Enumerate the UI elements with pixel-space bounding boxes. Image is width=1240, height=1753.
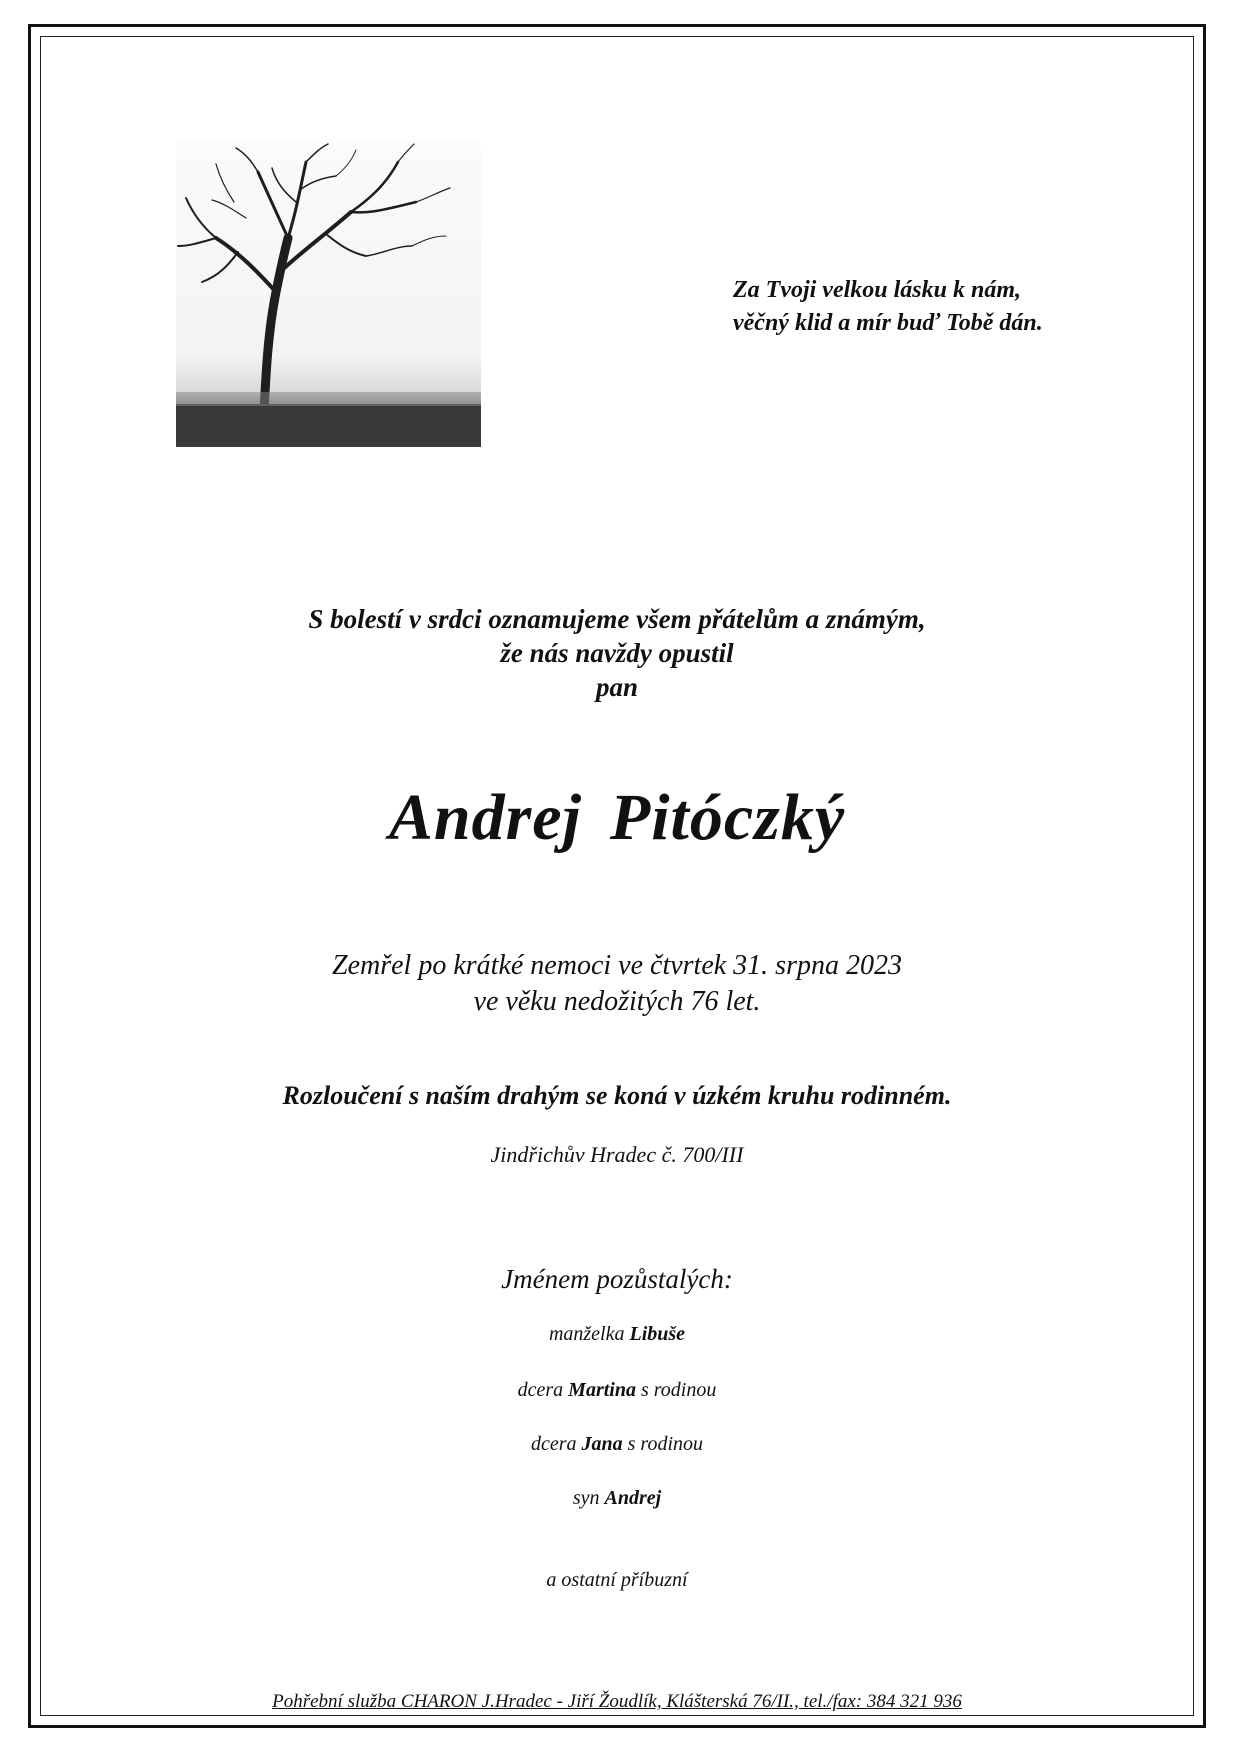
relative-suffix: s rodinou bbox=[640, 1379, 717, 1401]
relative-name: Libuše bbox=[629, 1323, 686, 1345]
relative-item bbox=[40, 1430, 1194, 1458]
relative-relation: dcera bbox=[517, 1379, 564, 1401]
motto bbox=[733, 274, 1043, 340]
intro-line-3: pan bbox=[595, 672, 639, 702]
intro-line-2: že nás navždy opustil bbox=[500, 638, 734, 668]
relative-name: Jana bbox=[581, 1433, 623, 1455]
motto-line-2: věčný klid a mír buď Tobě dán. bbox=[733, 310, 1043, 336]
last-name: Pitóczký bbox=[609, 781, 846, 854]
relative-item bbox=[40, 1320, 1194, 1348]
other-relatives: a ostatní příbuzní bbox=[546, 1569, 688, 1591]
deceased-name bbox=[40, 778, 1194, 858]
footer-funeral-service: Pohřební služba CHARON J.Hradec - Jiří Žoudlík, Klášterská 76/II., tel./fax: 384 321 936 bbox=[272, 1691, 962, 1712]
motto-line-1: Za Tvoji velkou lásku k nám, bbox=[733, 277, 1021, 303]
relative-item bbox=[40, 1484, 1194, 1512]
tree-icon bbox=[176, 142, 481, 447]
tree-photo bbox=[176, 142, 481, 447]
death-line-1: Zemřel po krátké nemoci ve čtvrtek 31. srpna 2023 bbox=[332, 950, 902, 981]
relative-suffix: s rodinou bbox=[627, 1433, 704, 1455]
mourners-title: Jménem pozůstalých: bbox=[501, 1264, 733, 1294]
relative-relation: syn bbox=[572, 1487, 600, 1509]
relative-relation: dcera bbox=[530, 1433, 577, 1455]
relative-name: Martina bbox=[568, 1379, 636, 1401]
intro-text bbox=[40, 602, 1194, 704]
farewell-text: Rozloučení s naším drahým se koná v úzkém kruhu rodinném. bbox=[282, 1081, 952, 1110]
relative-relation: manželka bbox=[548, 1323, 625, 1345]
intro-line-1: S bolestí v srdci oznamujeme všem přátelům a známým, bbox=[308, 604, 926, 634]
relative-name: Andrej bbox=[604, 1487, 662, 1509]
death-notice bbox=[40, 948, 1194, 1020]
first-name: Andrej bbox=[388, 781, 582, 854]
death-line-2: ve věku nedožitých 76 let. bbox=[473, 986, 761, 1017]
relative-item bbox=[40, 1376, 1194, 1404]
address-text: Jindřichův Hradec č. 700/III bbox=[490, 1142, 744, 1167]
